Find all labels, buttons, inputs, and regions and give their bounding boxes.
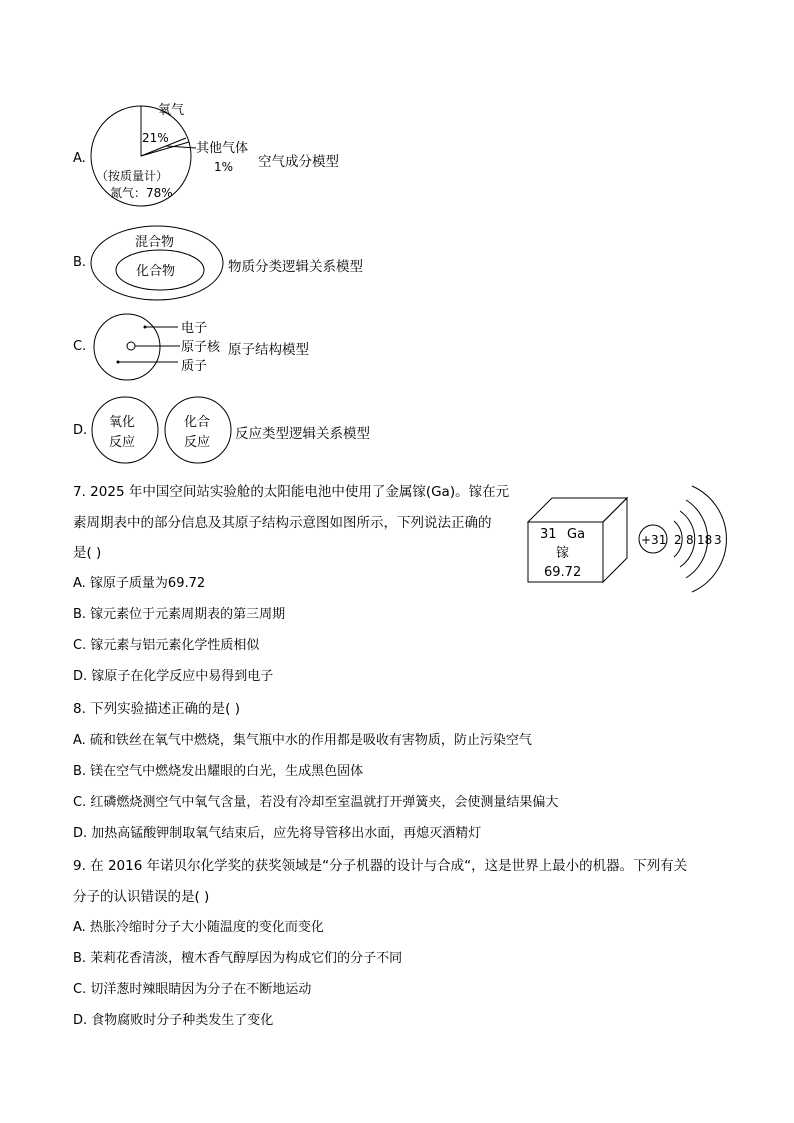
option-a-letter: A. <box>73 151 86 166</box>
combination-line1: 化合 <box>184 415 211 430</box>
shell-3-count: 18 <box>697 533 713 547</box>
oxidation-line2: 反应 <box>109 435 136 450</box>
oxidation-line1: 氧化 <box>109 415 136 430</box>
air-composition-pie <box>86 96 266 216</box>
compound-label: 化合物 <box>136 264 176 279</box>
option-d-letter: D. <box>73 423 88 438</box>
q9-option-a: A. 热胀冷缩时分子大小随温度的变化而变化 <box>73 920 324 935</box>
q9-option-b: B. 茉莉花香清淡，檀木香气醇厚因为构成它们的分子不同 <box>73 951 403 966</box>
q9-option-d: D. 食物腐败时分子种类发生了变化 <box>73 1013 274 1028</box>
atom-structure-diagram <box>90 312 230 382</box>
q9-option-c: C. 切洋葱时辣眼睛因为分子在不断地运动 <box>73 982 312 997</box>
q8-option-a: A. 硫和铁丝在氧气中燃烧，集气瓶中水的作用都是吸收有害物质，防止污染空气 <box>73 733 532 748</box>
q8-option-c: C. 红磷燃烧测空气中氧气含量，若没有冷却至室温就打开弹簧夹，会使测量结果偏大 <box>73 795 559 810</box>
element-name: 镓 <box>556 546 570 561</box>
q8-stem: 8. 下列实验描述正确的是( ) <box>73 701 240 717</box>
option-a-caption: 空气成分模型 <box>258 154 339 170</box>
reaction-type-diagram <box>90 394 240 466</box>
oxygen-label: 氧气 <box>158 103 185 118</box>
other-gas-label: 其他气体 <box>196 141 249 156</box>
option-b-letter: B. <box>73 255 87 270</box>
q7-stem-line1: 7. 2025 年中国空间站实验舱的太阳能电池中使用了金属镓(Ga)。镓在元 <box>73 484 510 500</box>
shell-2-count: 8 <box>686 533 694 547</box>
proton-label: 质子 <box>181 359 208 374</box>
q7-stem-line2: 素周期表中的部分信息及其原子结构示意图如图所示，下列说法正确的 <box>73 515 492 531</box>
option-c-letter: C. <box>73 339 87 354</box>
shell-4-count: 3 <box>714 533 722 547</box>
q7-option-c: C. 镓元素与铝元素化学性质相似 <box>73 638 260 653</box>
q7-option-a: A. 镓原子质量为69.72 <box>73 576 206 591</box>
mixture-label: 混合物 <box>135 235 175 250</box>
classification-diagram <box>90 224 230 304</box>
combination-line2: 反应 <box>184 435 211 450</box>
element-symbol: Ga <box>567 527 586 542</box>
mass-basis: （按质量计） <box>96 169 169 183</box>
nucleus-label: 原子核 <box>181 340 221 355</box>
q9-stem-line1: 9. 在 2016 年诺贝尔化学奖的获奖领域是“分子机器的设计与合成“，这是世界上最小的机器。下列有关 <box>73 858 688 874</box>
nitrogen-label: 氮气：78% <box>110 186 173 200</box>
atomic-mass: 69.72 <box>544 565 582 580</box>
nucleus-charge: +31 <box>641 533 667 547</box>
option-b-caption: 物质分类逻辑关系模型 <box>228 259 363 275</box>
oxygen-pct: 21% <box>142 131 169 145</box>
q7-option-b: B. 镓元素位于元素周期表的第三周期 <box>73 607 286 622</box>
q8-option-d: D. 加热高锰酸钾制取氧气结束后，应先将导管移出水面，再熄灭酒精灯 <box>73 826 482 841</box>
atomic-number: 31 <box>540 527 557 542</box>
q9-stem-line2: 分子的认识错误的是( ) <box>73 889 210 905</box>
q7-stem-line3: 是( ) <box>73 545 102 561</box>
periodic-table-cell <box>525 492 630 584</box>
q7-option-d: D. 镓原子在化学反应中易得到电子 <box>73 669 274 684</box>
option-d-caption: 反应类型逻辑关系模型 <box>235 426 370 442</box>
shell-1-count: 2 <box>674 533 682 547</box>
atom-electron-diagram <box>636 478 736 602</box>
option-c-caption: 原子结构模型 <box>228 342 309 358</box>
electron-label: 电子 <box>181 321 208 336</box>
other-gas-pct: 1% <box>214 160 234 174</box>
q8-option-b: B. 镁在空气中燃烧发出耀眼的白光，生成黑色固体 <box>73 764 364 779</box>
